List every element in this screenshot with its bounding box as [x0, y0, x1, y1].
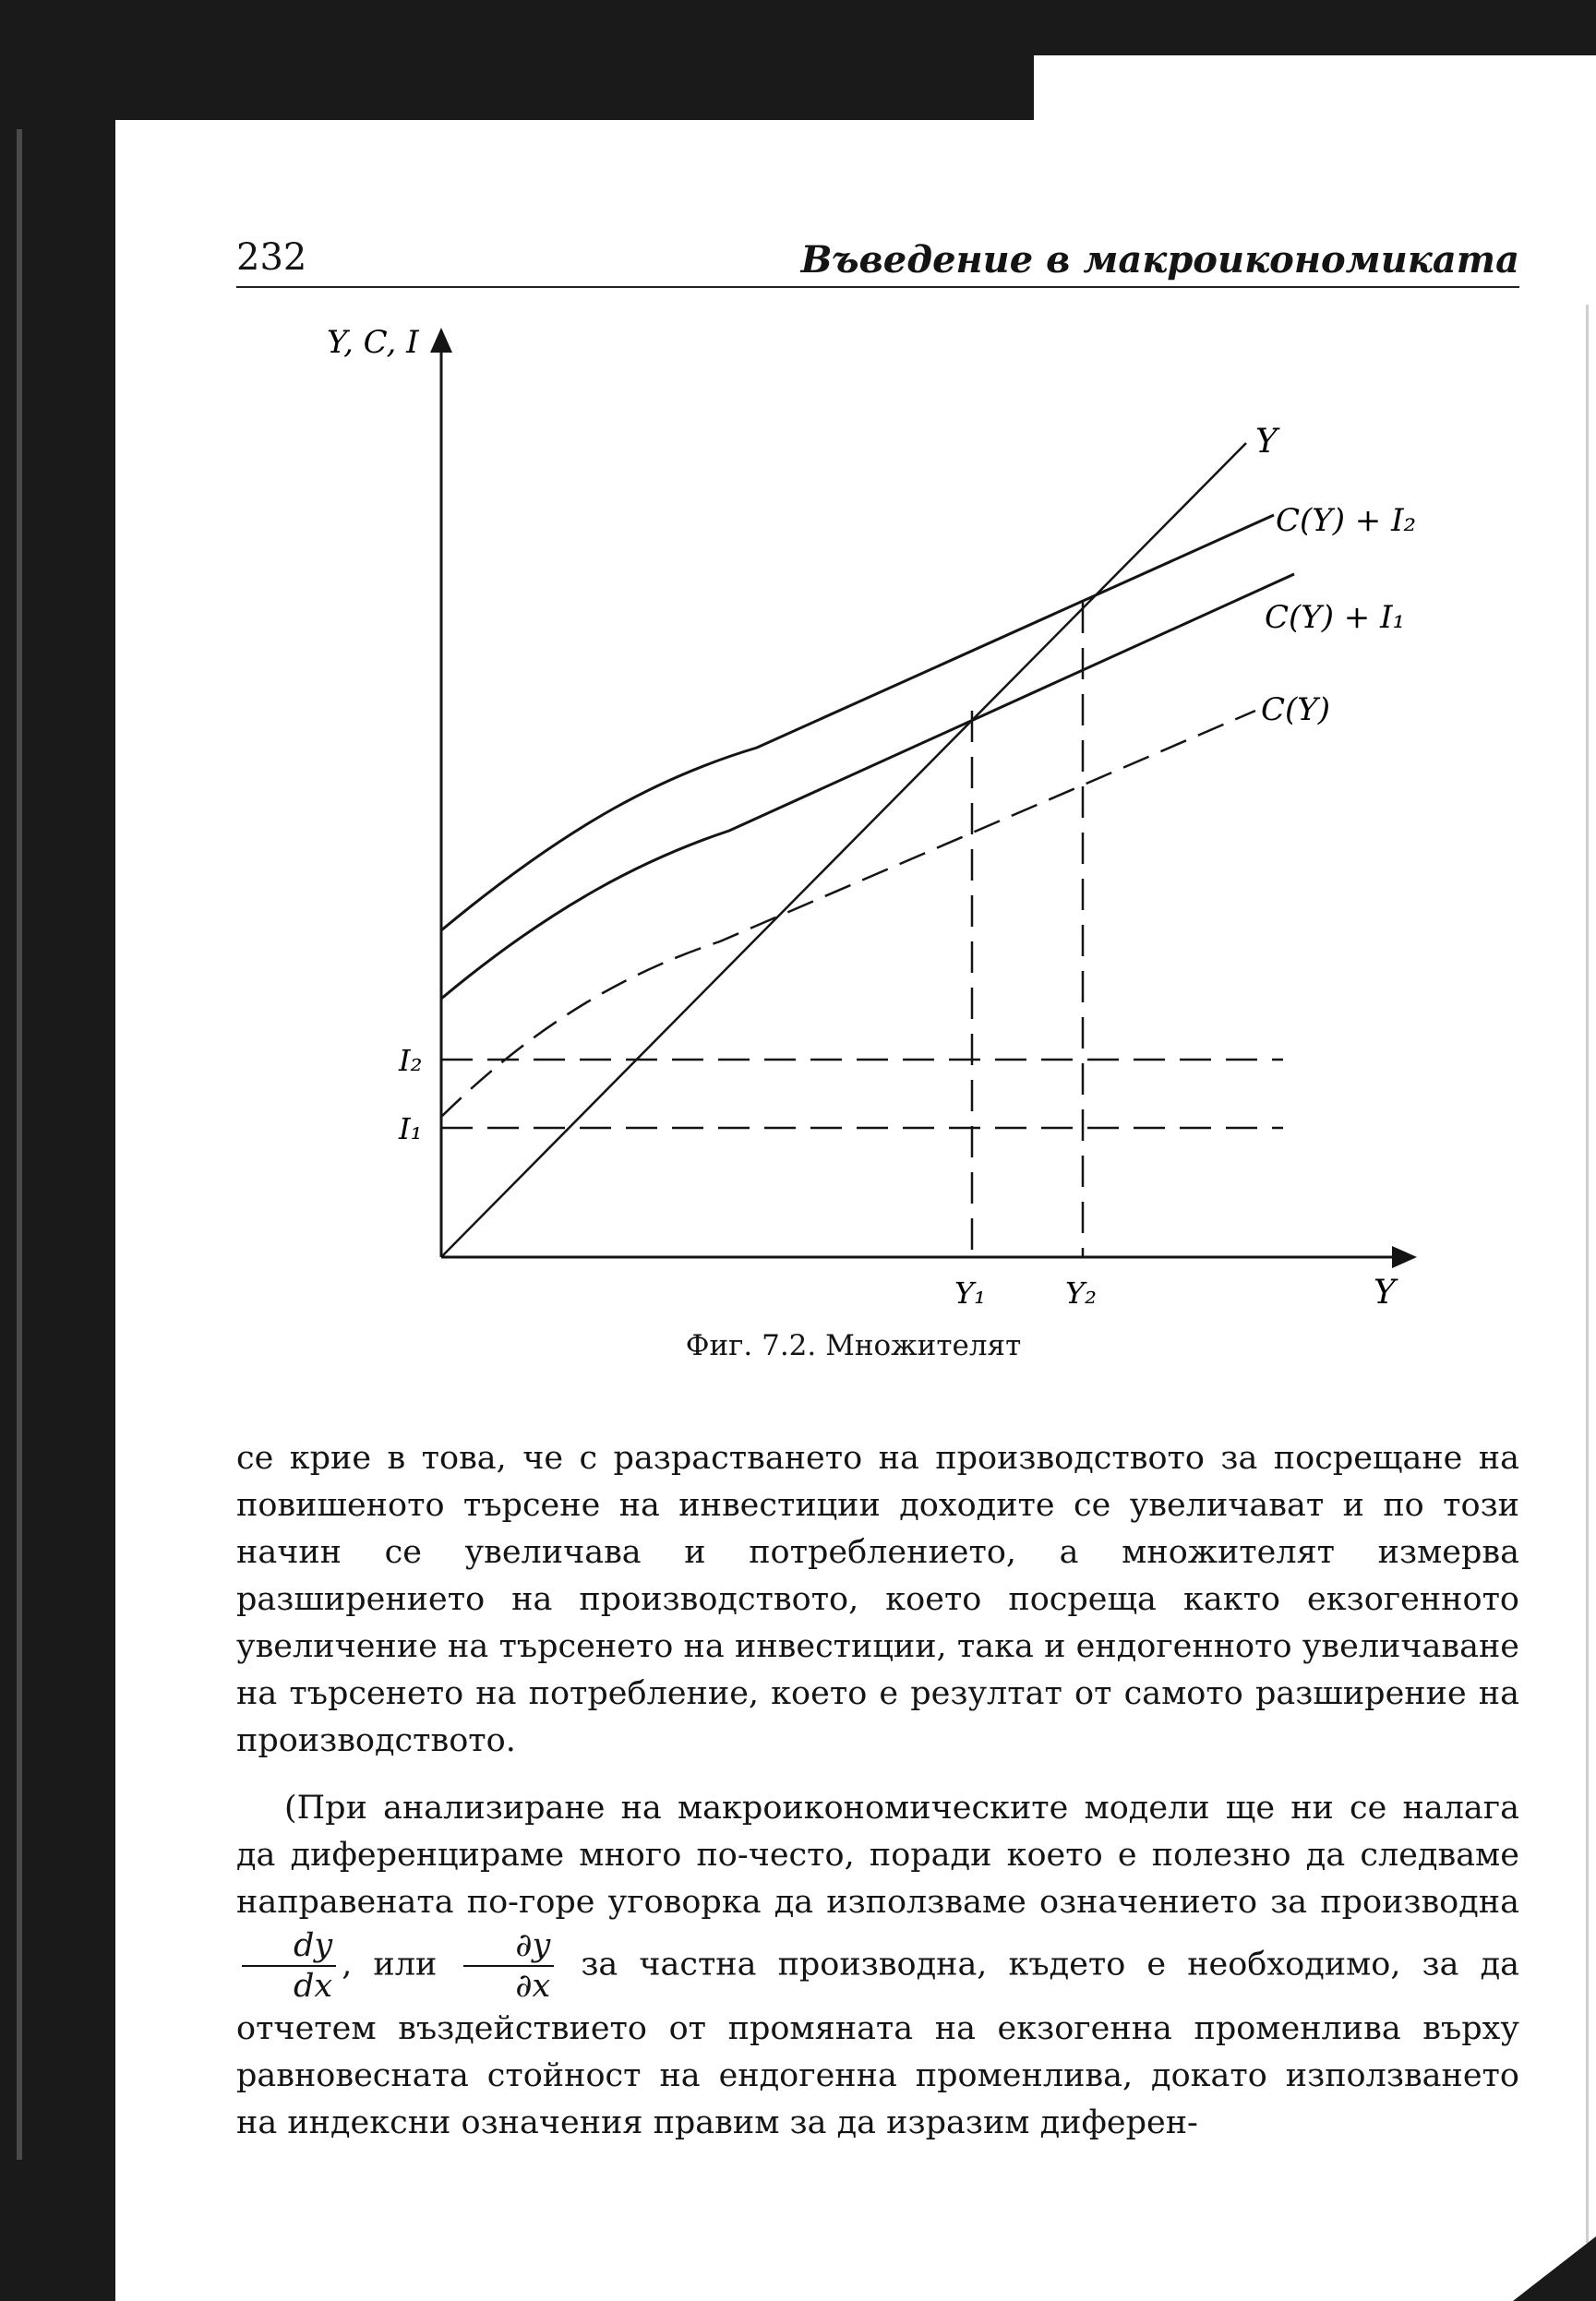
partial-numerator: ∂y	[463, 1926, 554, 1967]
x-tick-y2: Y₂	[1065, 1276, 1097, 1311]
paragraph-2-ili: , или	[342, 1946, 438, 1983]
y-tick-i2: I₂	[399, 1043, 423, 1078]
scan-corner	[1513, 2236, 1596, 2301]
paragraph-2	[236, 1785, 1519, 2147]
series-cy-i1-line	[441, 574, 1294, 999]
running-header	[236, 231, 1519, 288]
scan-border-stripe	[17, 129, 22, 2160]
paragraph-2-za: за производна	[1270, 1884, 1519, 1921]
paragraph-2-start: (При анализиране на макроикономическите модели ще ни се налага да диференцираме много по-често, поради което е полезно да следваме направената по-горе уговорка да използваме означението	[236, 1790, 1519, 1921]
scan-border-top-inner	[55, 51, 1034, 120]
paragraph-2-rest: за частна производна, където е необходимо, за да отчетем въздействието от промяната на екзогенна променлива върху равновесната стойност на ендогенна променлива, докато използването на индексни означения правим за да изразим диферен-	[236, 1946, 1519, 2141]
running-title: Въведение в макроикономиката	[800, 238, 1519, 282]
partial-denominator: ∂x	[515, 1968, 551, 2005]
series-label-cy-i1: C(Y) + I₁	[1265, 599, 1406, 636]
derivative-fraction	[242, 1926, 336, 2006]
series-label-cy: C(Y)	[1261, 691, 1330, 728]
partial-derivative-fraction	[463, 1926, 554, 2006]
page-number: 232	[236, 236, 307, 279]
x-axis-label: Y	[1374, 1274, 1396, 1312]
series-cy-i2-line	[441, 515, 1274, 930]
figure-caption: Фиг. 7.2. Множителят	[685, 1329, 1022, 1362]
scan-border-top	[0, 0, 1596, 55]
series-cy-line	[441, 711, 1255, 1117]
multiplier-figure	[327, 314, 1542, 1320]
x-tick-y1: Y₁	[954, 1276, 986, 1311]
y-axis-label: Y, C, I	[327, 324, 419, 361]
scan-border-right	[1586, 305, 1589, 2243]
paragraph-1: се крие в това, че с разрастването на производството за посрещане на повишеното търсене на инвестиции доходите се увеличават и по този начин се увеличава и потреблението, а множителят измерва разширението на производството, което посреща както екзогенното увеличение на търсенето на инвестиции, така и ендогенното увеличаване на търсенето на потребление, което е резултат от самото разширение на производството.	[236, 1440, 1519, 1759]
derivative-numerator: dy	[242, 1926, 336, 1967]
derivative-denominator: dx	[294, 1968, 333, 2005]
series-label-cy-i2: C(Y) + I₂	[1276, 502, 1417, 539]
series-y-line	[441, 443, 1246, 1257]
y-tick-i1: I₁	[399, 1111, 423, 1146]
body-text	[236, 1435, 1519, 2167]
series-label-y: Y	[1255, 423, 1278, 461]
